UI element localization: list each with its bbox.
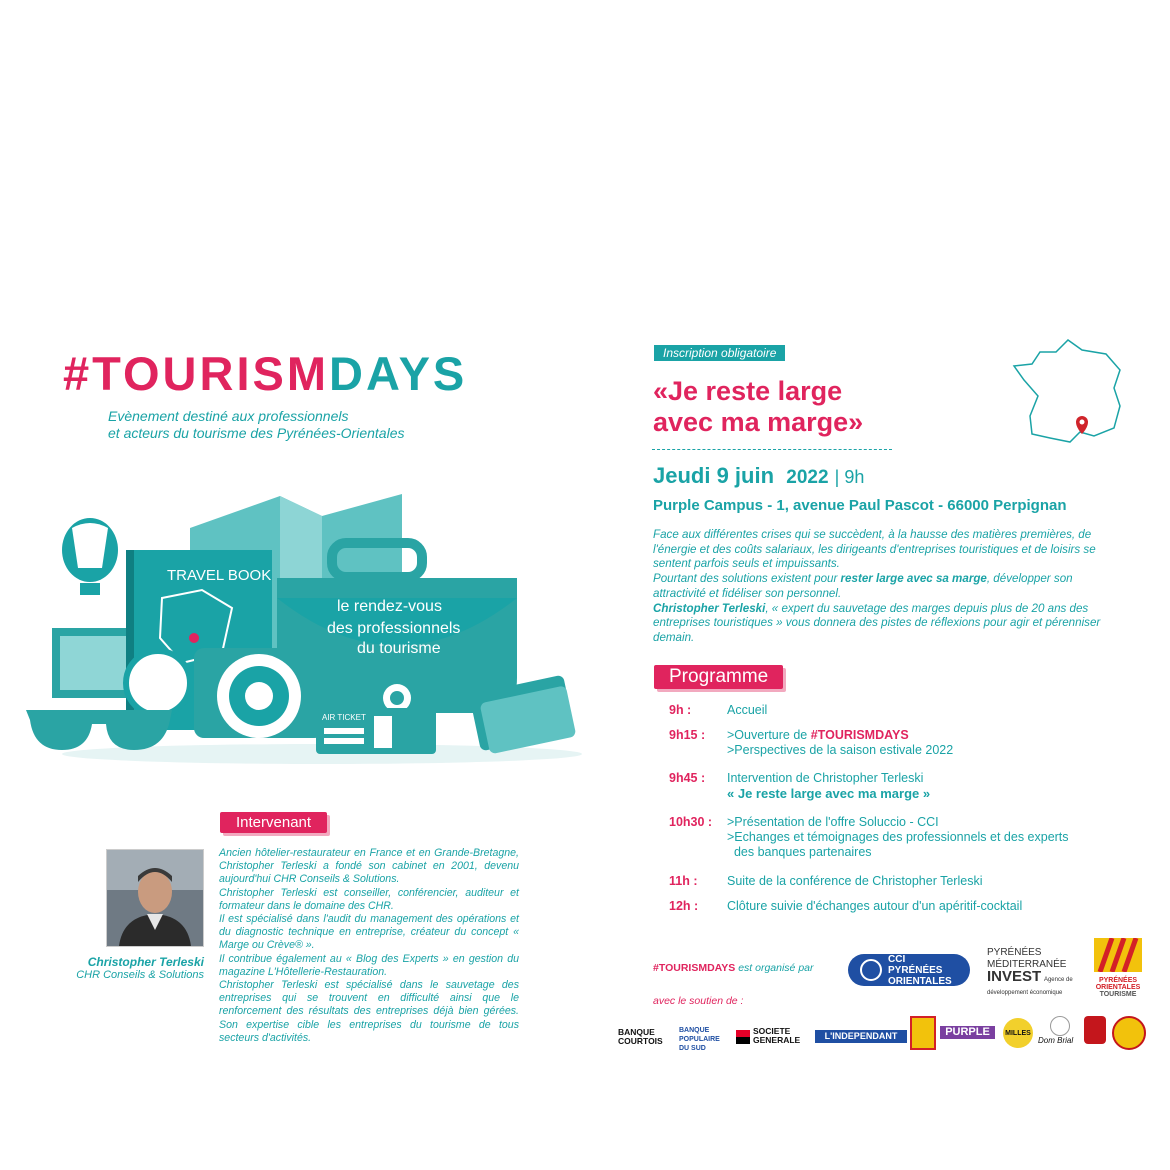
cci-icon xyxy=(860,959,882,981)
societe-generale-icon xyxy=(736,1030,750,1044)
travel-illustration xyxy=(22,488,582,770)
sunglasses-icon xyxy=(26,710,172,750)
speaker-company: CHR Conseils & Solutions xyxy=(76,969,204,981)
pyrenees-orientales-tourisme-logo: PYRÉNÉES ORIENTALES TOURISME xyxy=(1094,938,1142,996)
programme-item: 9h45 : Intervention de Christopher Terleski « Je reste large avec ma marge » xyxy=(669,771,931,801)
bio-paragraph: Christopher Terleski est spécialisé dans le sauvetage des entreprises qui se trouvent en difficulté ainsi que le renforcement des résultats des entreprises déjà bien gérées. Son expertise cible les entreprises du tourisme de tous secteurs d'activités. xyxy=(219,979,519,1044)
programme-item: 9h15 : >Ouverture de #TOURISMDAYS >Perspectives de la saison estivale 2022 xyxy=(669,728,954,757)
support-label: avec le soutien de : xyxy=(653,995,744,1007)
perpignan-crest-icon xyxy=(910,1016,936,1050)
event-brand: #TOURISMDAYS xyxy=(63,347,468,400)
programme-label: Programme xyxy=(654,665,783,689)
bag-text-1: le rendez-vous xyxy=(337,598,442,615)
event-intro: Face aux différentes crises qui se succèdent, à la hausse des matières premières, de l'énergie et des coûts salariaux, les dirigeants d'entreprises touristiques et de loisirs se sentent parfois seuls et impuissants. Pourtant des solutions existent pour rester large avec sa marge, développer son attractivité et fidéliser son personnel. Christopher Terleski, « expert du sauvetage des marges depuis plus de 20 ans des entreprises touristiques » vous donnera des pistes de réflexions pour agir et pérenniser demain. xyxy=(653,528,1101,644)
speaker-section-label: Intervenant xyxy=(220,812,327,833)
event-date: Jeudi 9 juin 2022 | 9h xyxy=(653,463,865,488)
sponsor-seal-icon xyxy=(1112,1016,1146,1050)
sponsor-banque-courtois: BANQUE COURTOIS xyxy=(618,1027,663,1046)
sponsor-milles: MILLES xyxy=(1003,1018,1033,1048)
camera-icon xyxy=(194,648,324,738)
balloon-icon xyxy=(62,518,118,595)
registration-badge: Inscription obligatoire xyxy=(654,345,785,361)
bio-paragraph: Ancien hôtelier-restaurateur en France et en Grande-Bretagne, Christopher Terleski a fondé son cabinet en 2001, devenu aujourd'hui CHR Conseils & Solutions. xyxy=(219,847,519,886)
cci-logo: CCI PYRÉNÉES ORIENTALES xyxy=(848,954,970,986)
bag-text-2: des professionnels xyxy=(327,620,461,637)
air-ticket-label: AIR TICKET xyxy=(322,713,366,722)
dom-brial-icon xyxy=(1050,1016,1070,1036)
sponsor-dom-brial: Dom Brial xyxy=(1038,1036,1074,1045)
tagline: Evènement destiné aux professionnels et acteurs du tourisme des Pyrénées-Orientales xyxy=(108,408,405,441)
bio-paragraph: Il est spécialisé dans l'audit du management des opérations et du diagnostic technique en entreprise, créateur du concept « Marge ou Crève® ». xyxy=(219,913,519,952)
bag-text-3: du tourisme xyxy=(357,640,441,657)
sponsor-lindependant: L'INDEPENDANT xyxy=(815,1030,907,1043)
pmi-logo: PYRÉNÉES MÉDITERRANÉE INVEST Agence de développement économique xyxy=(987,947,1073,996)
organised-by: #TOURISMDAYS est organisé par xyxy=(653,962,814,974)
sponsor-societe-generale: SOCIETE GENERALE xyxy=(753,1026,801,1045)
title-divider xyxy=(652,449,892,450)
france-map-icon xyxy=(1010,336,1130,448)
bio-paragraph: Il contribue également au « Blog des Experts » en gestion du magazine L'Hôtellerie-Restauration. xyxy=(219,952,519,978)
event-venue: Purple Campus - 1, avenue Paul Pascot - 66000 Perpignan xyxy=(653,497,1067,514)
sponsor-purple: PURPLE xyxy=(940,1026,995,1039)
travel-book-label: TRAVEL BOOK xyxy=(167,567,272,584)
event-title: «Je reste large avec ma marge» xyxy=(653,376,864,437)
speaker-name: Christopher Terleski xyxy=(87,955,204,969)
speaker-photo xyxy=(106,849,204,947)
speaker-bio xyxy=(219,847,519,1045)
bio-paragraph: Christopher Terleski est conseiller, conférencier, auditeur et formateur dans le domaine des CHR. xyxy=(219,886,519,912)
air-ticket xyxy=(316,708,436,754)
sponsor-badge-icon xyxy=(1084,1016,1106,1044)
sponsor-banque-populaire: BANQUE POPULAIRE DU SUD xyxy=(679,1027,720,1052)
programme-item: 10h30 : >Présentation de l'offre Soluccio - CCI >Echanges et témoignages des professionnels et des experts des banques partenaires xyxy=(669,815,1069,859)
